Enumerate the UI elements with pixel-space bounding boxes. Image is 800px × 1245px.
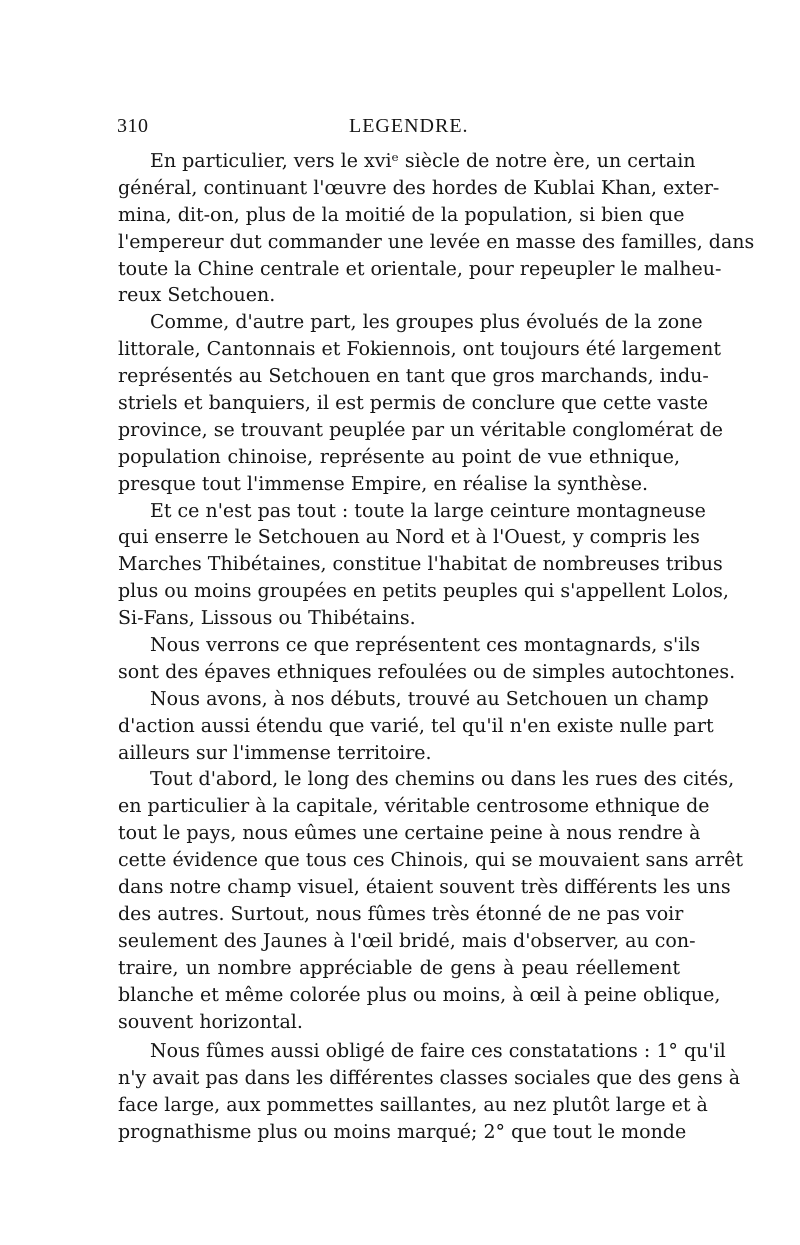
text-line: presque tout l'immense Empire, en réalise la synthèse.: [118, 472, 649, 495]
text-line: traire, un nombre appréciable de gens à peau réellement: [118, 956, 680, 979]
running-title: LEGENDRE.: [349, 115, 469, 137]
text-line: qui enserre le Setchouen au Nord et à l'Ouest, y compris les: [118, 526, 700, 549]
page-header: [117, 115, 680, 145]
text-line: l'empereur dut commander une levée en masse des familles, dans: [118, 230, 755, 253]
text-line: prognathisme plus ou moins marqué; 2° que tout le monde: [118, 1121, 687, 1144]
text-line: Et ce n'est pas tout : toute la large ceinture montagneuse: [150, 499, 706, 522]
text-line: sont des épaves ethniques refoulées ou de simples autochtones.: [118, 660, 736, 683]
text-line: Nous avons, à nos débuts, trouvé au Setchouen un champ: [150, 687, 709, 710]
text-line: d'action aussi étendu que varié, tel qu'il n'en existe nulle part: [118, 714, 714, 737]
text-line: toute la Chine centrale et orientale, pour repeupler le malheu-: [118, 257, 722, 280]
text-line: reux Setchouen.: [118, 284, 276, 307]
text-line: dans notre champ visuel, étaient souvent très différents les uns: [118, 876, 731, 899]
text-line: Comme, d'autre part, les groupes plus évolués de la zone: [150, 311, 703, 334]
text-line: striels et banquiers, il est permis de conclure que cette vaste: [118, 392, 709, 415]
text-line: plus ou moins groupées en petits peuples qui s'appellent Lolos,: [118, 580, 729, 603]
text-line: des autres. Surtout, nous fûmes très étonné de ne pas voir: [118, 902, 684, 925]
text-line: blanche et même colorée plus ou moins, à œil à peine oblique,: [118, 983, 721, 1006]
text-line: littorale, Cantonnais et Fokiennois, ont toujours été largement: [118, 338, 721, 361]
text-line: souvent horizontal.: [118, 1010, 303, 1033]
page-number: 310: [117, 115, 149, 137]
text-line: ailleurs sur l'immense territoire.: [118, 741, 432, 764]
text-line: En particulier, vers le xviᵉ siècle de notre ère, un certain: [150, 150, 696, 172]
text-line: en particulier à la capitale, véritable centrosome ethnique de: [118, 795, 710, 818]
text-line: face large, aux pommettes saillantes, au nez plutôt large et à: [118, 1094, 708, 1117]
text-line: province, se trouvant peuplée par un véritable conglomérat de: [118, 418, 724, 441]
text-line: tout le pays, nous eûmes une certaine peine à nous rendre à: [118, 822, 701, 845]
text-line: Nous fûmes aussi obligé de faire ces constatations : 1° qu'il: [150, 1040, 726, 1063]
text-line: cette évidence que tous ces Chinois, qui se mouvaient sans arrêt: [118, 849, 743, 872]
text-line: représentés au Setchouen en tant que gros marchands, indu-: [118, 365, 709, 388]
text-line: Tout d'abord, le long des chemins ou dans les rues des cités,: [150, 768, 735, 791]
text-line: seulement des Jaunes à l'œil bridé, mais d'observer, au con-: [118, 929, 696, 952]
text-line: Si-Fans, Lissous ou Thibétains.: [118, 607, 416, 630]
body-text: [118, 148, 755, 1146]
text-line: n'y avait pas dans les différentes classes sociales que des gens à: [118, 1067, 741, 1090]
text-line: Nous verrons ce que représentent ces montagnards, s'ils: [150, 634, 701, 657]
text-line: population chinoise, représente au point de vue ethnique,: [118, 445, 680, 468]
text-line: général, continuant l'œuvre des hordes de Kublai Khan, exter-: [118, 176, 720, 199]
text-line: Marches Thibétaines, constitue l'habitat de nombreuses tribus: [118, 553, 723, 576]
text-line: mina, dit-on, plus de la moitié de la population, si bien que: [118, 203, 685, 226]
